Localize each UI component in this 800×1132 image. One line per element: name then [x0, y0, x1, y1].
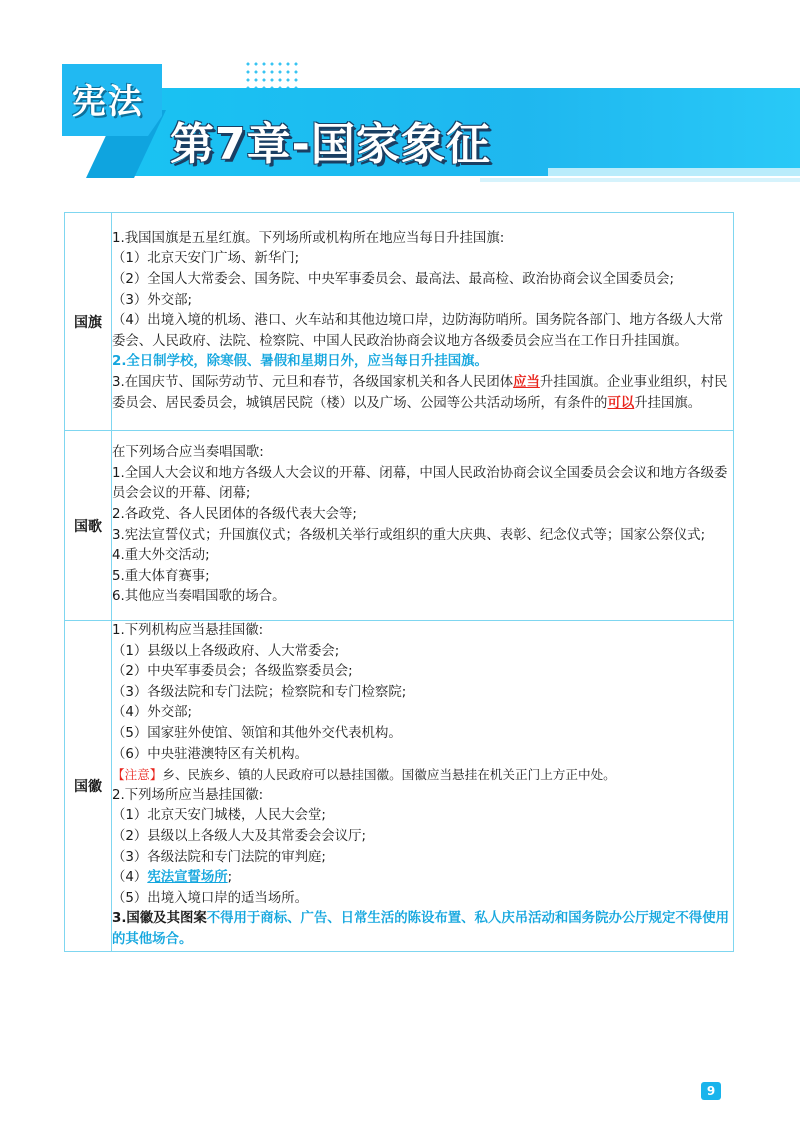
text-line: 1.我国国旗是五星红旗。下列场所或机构所在地应当每日升挂国旗: — [112, 230, 505, 246]
text-line: （2）中央军事委员会；各级监察委员会; — [112, 664, 353, 680]
category-label: 国旗 — [65, 213, 112, 431]
decorative-bar — [548, 168, 800, 176]
highlight-text: 可以 — [607, 395, 635, 411]
note-line — [112, 765, 733, 786]
text-segment: 3.在国庆节、国际劳动节、元旦和春节，各级国家机关和各人民团体 — [112, 374, 514, 390]
text-line: 3.宪法宣誓仪式；升国旗仪式；各级机关举行或组织的重大庆典、表彰、纪念仪式等；国家公祭仪式; — [112, 527, 706, 543]
text-line: 4.重大外交活动; — [112, 548, 210, 564]
text-line: （2）县级以上各级人大及其常委会会议厅; — [112, 828, 367, 844]
text-line: （3）各级法院和专门法院；检察院和专门检察院; — [112, 684, 407, 700]
chapter-header — [0, 0, 800, 200]
chapter-title: 第7章-国家象征 — [170, 119, 491, 170]
text-line: （4）外交部; — [112, 705, 192, 721]
text-line: （4）出境入境的机场、港口、火车站和其他边境口岸，边防海防哨所。国务院各部门、地方各级人大常委会、人民政府、法院、检察院、中国人民政治协商会议地方各级委员会应当在工作日升挂国旗。 — [112, 313, 724, 349]
flag-content — [112, 213, 734, 431]
subject-tag-label: 宪法 — [72, 82, 144, 122]
highlight-text: 全日制学校，除寒假、暑假和星期日外，应当每日升挂国旗。 — [126, 354, 488, 370]
emblem-content — [112, 621, 734, 952]
text-line: （6）中央驻港澳特区有关机构。 — [112, 746, 308, 762]
text-segment: （4） — [112, 870, 148, 886]
text-segment: ; — [227, 870, 233, 886]
text-line: 2.各政党、各人民团体的各级代表大会等; — [112, 506, 357, 522]
note-tag: 【注意】 — [112, 767, 163, 783]
text-line — [112, 909, 733, 950]
text-line: （5）出境入境口岸的适当场所。 — [112, 890, 308, 906]
content-table — [64, 212, 734, 952]
page-number: 9 — [701, 1082, 721, 1100]
highlight-text: 应当 — [513, 374, 540, 390]
text-segment: 升挂国旗。 — [634, 395, 702, 411]
decorative-dots — [244, 60, 302, 88]
text-prefix: 2. — [112, 354, 127, 370]
text-line: （2）全国人大常委会、国务院、中央军事委员会、最高法、最高检、政治协商会议全国委员会; — [112, 272, 675, 288]
text-line: （3）各级法院和专门法院的审判庭; — [112, 849, 326, 865]
text-line: 5.重大体育赛事; — [112, 568, 210, 584]
table-row — [65, 431, 734, 621]
decorative-bar — [480, 178, 800, 182]
text-line — [112, 868, 733, 889]
highlight-text: 不得用于商标、广告、日常生活的陈设布置、私人庆吊活动和国务院办公厅规定不得使用的其他场合。 — [112, 911, 729, 947]
text-line — [112, 352, 733, 373]
note-text: 乡、民族乡、镇的人民政府可以悬挂国徽。国徽应当悬挂在机关正门上方正中处。 — [162, 767, 616, 783]
text-line: 6.其他应当奏唱国歌的场合。 — [112, 589, 286, 605]
text-line — [112, 373, 733, 414]
highlight-text: 宪法宣誓场所 — [147, 870, 228, 886]
text-line: （1）北京天安门城楼，人民大会堂; — [112, 808, 326, 824]
text-line: 1.下列机构应当悬挂国徽: — [112, 623, 264, 638]
text-line: （5）国家驻外使馆、领馆和其他外交代表机构。 — [112, 725, 402, 741]
table-row — [65, 621, 734, 952]
text-line: （3）外交部; — [112, 292, 192, 308]
table-row — [65, 213, 734, 431]
text-line: （1）北京天安门广场、新华门; — [112, 251, 300, 267]
category-label: 国歌 — [65, 431, 112, 621]
text-segment: 3.国徽及其图案 — [112, 911, 207, 927]
text-segment: 升挂国旗。企业事业组织，村民委员会、居民委员会，城镇居民院（楼）以及广场、公园等公共活动场所，有条件的 — [112, 374, 728, 411]
anthem-content — [112, 431, 734, 621]
text-line: （1）县级以上各级政府、人大常委会; — [112, 643, 340, 659]
category-label: 国徽 — [65, 621, 112, 952]
text-line: 在下列场合应当奏唱国歌: — [112, 445, 264, 461]
text-line: 2.下列场所应当悬挂国徽: — [112, 787, 264, 803]
text-line: 1.全国人大会议和地方各级人大会议的开幕、闭幕，中国人民政治协商会议全国委员会会议和地方各级委员会会议的开幕、闭幕; — [112, 465, 728, 502]
